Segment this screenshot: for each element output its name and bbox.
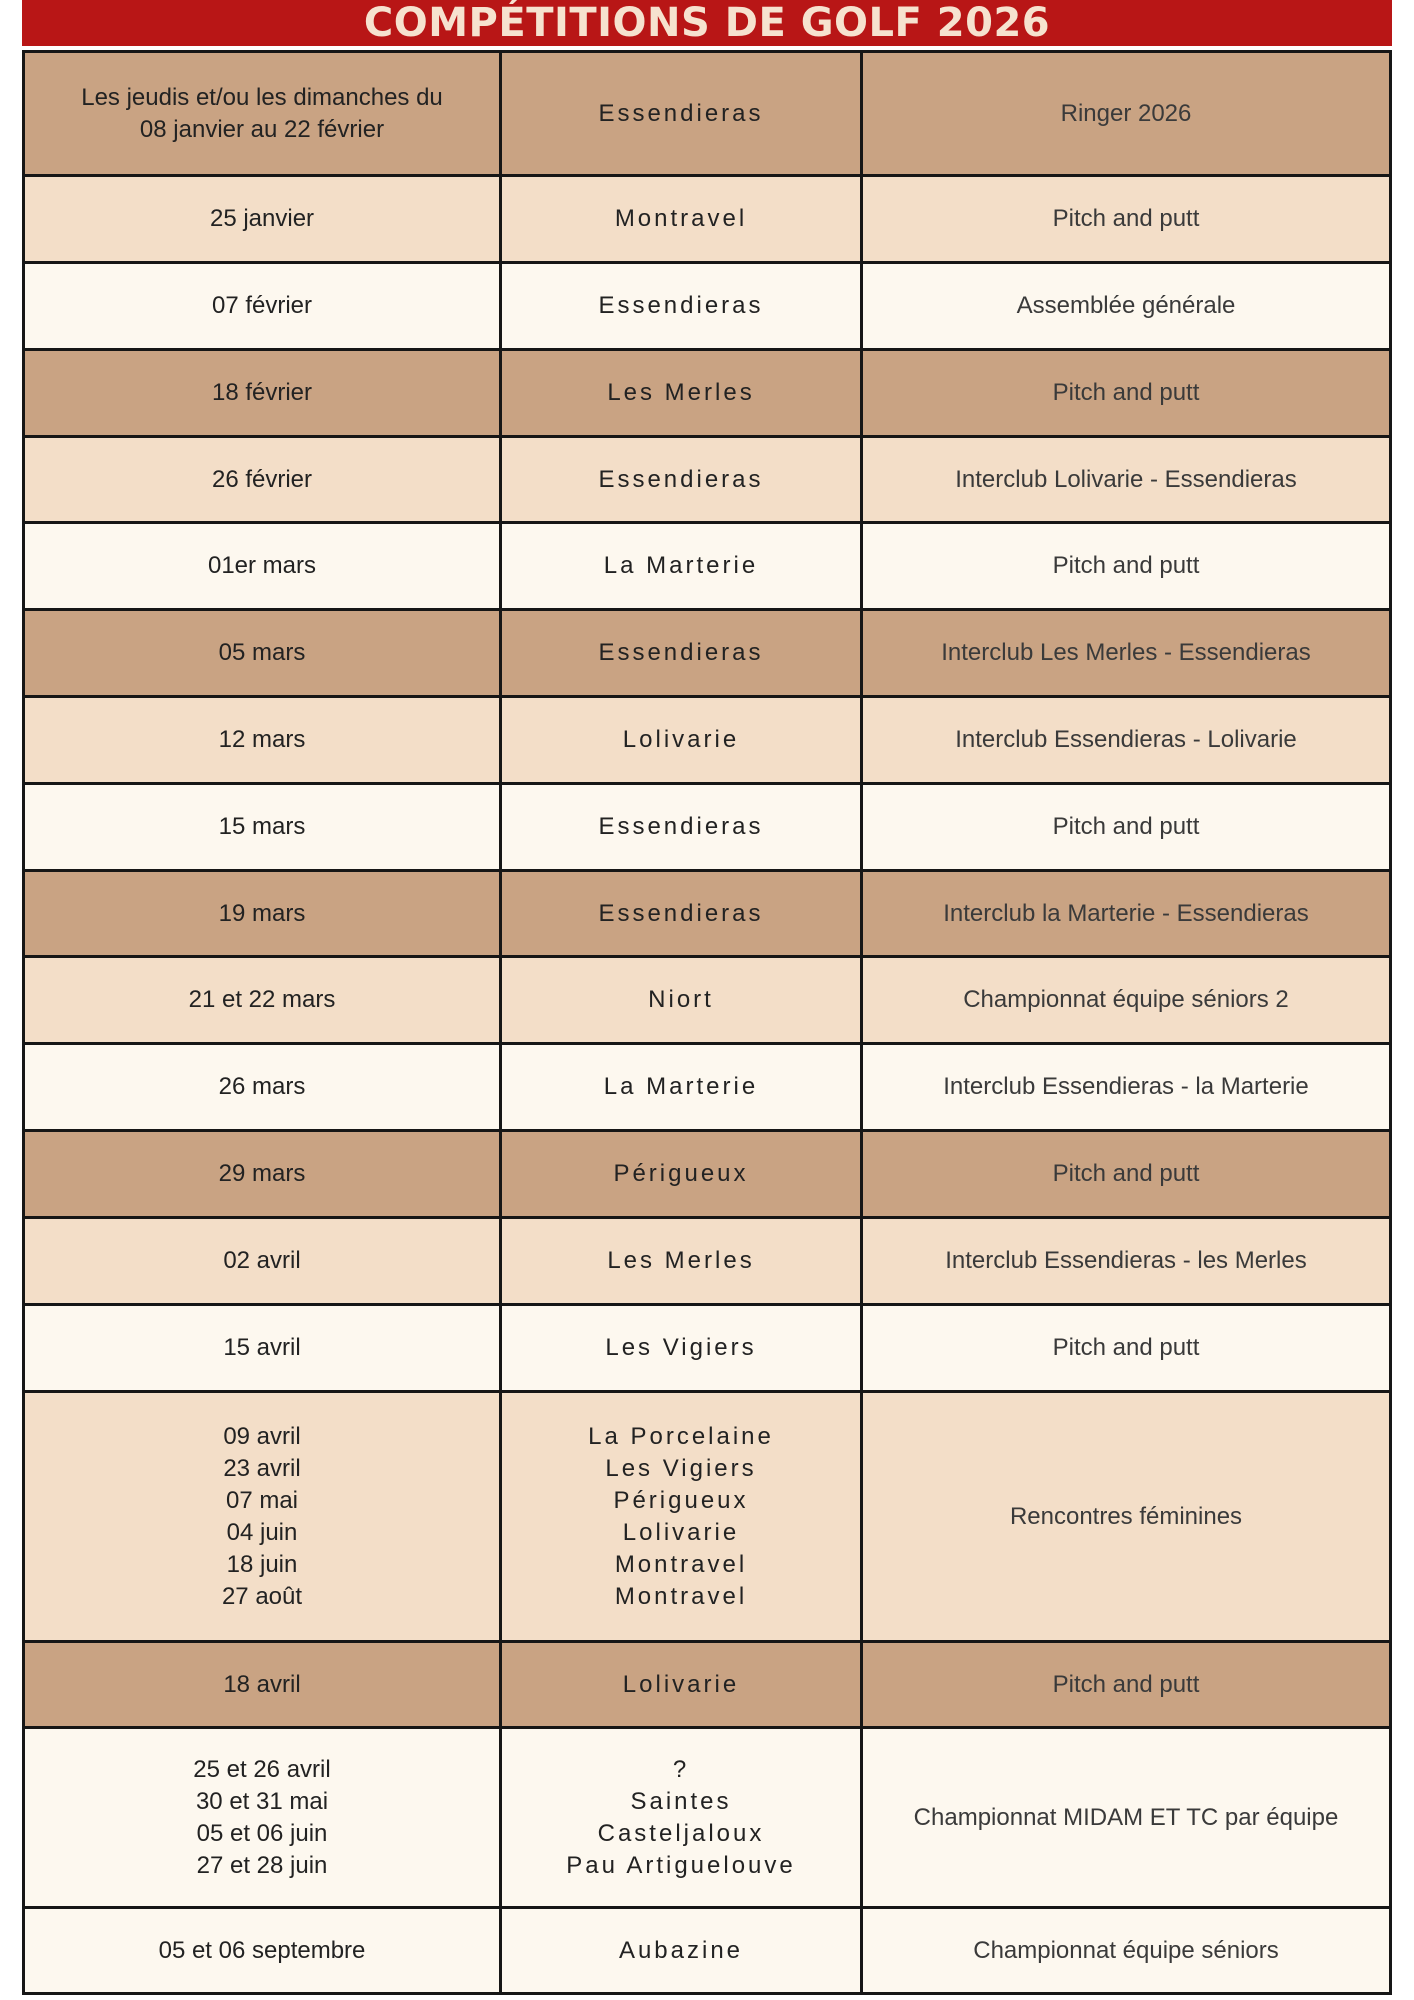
venue-cell [501,1642,862,1728]
table-row [24,176,1391,263]
date-cell [24,523,501,610]
venue-cell-line: Essendieras [598,292,764,319]
event-cell: Pitch and putt [862,1642,1391,1728]
table-row [24,1642,1391,1728]
table-row [24,1044,1391,1131]
date-cell-line: 23 avril [223,1454,301,1482]
event-cell: Assemblée générale [862,263,1391,350]
date-cell [24,1728,501,1908]
date-cell-line: 25 janvier [209,205,315,232]
date-cell-line: 08 janvier au 22 février [139,115,385,143]
date-cell-line: 18 février [211,379,313,406]
date-cell-line: 05 et 06 septembre [158,1936,366,1964]
table-row [24,784,1391,871]
date-cell-line: 15 avril [223,1334,301,1361]
date-cell-line: 26 mars [218,1073,306,1100]
venue-cell-line: Montravel [614,205,748,232]
venue-cell-line: Saintes [630,1787,732,1815]
date-cell [24,350,501,437]
date-cell-line: 30 et 31 mai [195,1787,329,1815]
table-row [24,1305,1391,1392]
event-cell: Ringer 2026 [862,52,1391,176]
date-cell-line: 12 mars [218,726,306,753]
date-cell-line: 15 mars [218,813,306,840]
table-row [24,871,1391,957]
table-row [24,350,1391,437]
venue-cell [501,523,862,610]
event-cell: Championnat MIDAM ET TC par équipe [862,1728,1391,1908]
venue-cell [501,697,862,784]
date-cell [24,697,501,784]
date-cell-line: Les jeudis et/ou les dimanches du [81,83,443,111]
venue-cell [501,1044,862,1131]
venue-cell-line: Montravel [614,1550,748,1578]
venue-cell-line: Essendieras [598,639,764,666]
table-row [24,957,1391,1044]
venue-cell-line: Lolivarie [622,726,740,753]
venue-cell-line: Périgueux [613,1486,749,1514]
date-cell-line: 05 mars [218,639,306,666]
date-cell-line: 01er mars [207,552,317,579]
venue-cell [501,1305,862,1392]
venue-cell-line: Les Vigiers [605,1454,757,1482]
venue-cell [501,1218,862,1305]
table-row [24,523,1391,610]
table-row [24,697,1391,784]
date-cell [24,1044,501,1131]
table-row [24,610,1391,697]
date-cell-line: 07 février [211,292,313,319]
venue-cell-line: Pau Artiguelouve [566,1851,796,1879]
event-cell: Championnat équipe séniors [862,1908,1391,1994]
date-cell [24,437,501,523]
venue-cell [501,1908,862,1994]
venue-cell [501,350,862,437]
venue-cell-line: Essendieras [598,813,764,840]
event-cell: Pitch and putt [862,350,1391,437]
date-cell-line: 29 mars [218,1160,306,1187]
venue-cell-line: Casteljaloux [597,1819,765,1847]
venue-cell-line: Essendieras [598,465,764,493]
date-cell-line: 19 mars [218,899,306,927]
event-cell: Interclub Essendieras - les Merles [862,1218,1391,1305]
table-row [24,1392,1391,1642]
date-cell [24,610,501,697]
venue-cell-line: La Marterie [603,552,759,579]
venue-cell [501,610,862,697]
venue-cell-line: Les Vigiers [605,1334,757,1361]
event-cell: Championnat équipe séniors 2 [862,957,1391,1044]
date-cell-line: 27 et 28 juin [196,1851,328,1879]
venue-cell-line: Niort [648,986,714,1013]
date-cell-line: 04 juin [226,1518,298,1546]
venue-cell [501,52,862,176]
table-row [24,1218,1391,1305]
event-cell: Interclub Les Merles - Essendieras [862,610,1391,697]
date-cell-line: 27 août [221,1582,303,1610]
table-row [24,1728,1391,1908]
venue-cell-line: Lolivarie [622,1518,740,1546]
venue-cell [501,784,862,871]
date-cell [24,1908,501,1994]
date-cell [24,52,501,176]
date-cell-line: 25 et 26 avril [193,1755,331,1783]
competition-schedule-table [22,50,1392,1995]
event-cell: Pitch and putt [862,1131,1391,1218]
event-cell: Interclub Lolivarie - Essendieras [862,437,1391,523]
venue-cell-line: Périgueux [613,1160,749,1187]
venue-cell [501,437,862,523]
date-cell [24,871,501,957]
date-cell-line: 02 avril [223,1247,301,1274]
venue-cell-line: La Marterie [603,1073,759,1100]
table-row [24,1131,1391,1218]
venue-cell-line: Aubazine [618,1936,744,1964]
table-row [24,52,1391,176]
event-cell: Interclub Essendieras - Lolivarie [862,697,1391,784]
venue-cell [501,957,862,1044]
date-cell-line: 09 avril [223,1422,301,1450]
date-cell [24,957,501,1044]
event-cell: Pitch and putt [862,1305,1391,1392]
date-cell [24,1218,501,1305]
date-cell-line: 18 avril [223,1670,301,1698]
venue-cell-line: Lolivarie [622,1670,740,1698]
date-cell [24,1392,501,1642]
event-cell: Rencontres féminines [862,1392,1391,1642]
date-cell [24,784,501,871]
event-cell: Pitch and putt [862,523,1391,610]
venue-cell-line: La Porcelaine [588,1422,774,1450]
date-cell-line: 18 juin [226,1550,298,1578]
venue-cell-line: Les Merles [607,1247,755,1274]
venue-cell [501,263,862,350]
venue-cell-line: Essendieras [598,99,764,127]
venue-cell [501,871,862,957]
event-cell: Interclub la Marterie - Essendieras [862,871,1391,957]
date-cell-line: 21 et 22 mars [188,986,336,1013]
table-row [24,263,1391,350]
date-cell-line: 05 et 06 juin [196,1819,328,1847]
date-cell-line: 07 mai [225,1486,299,1514]
event-cell: Interclub Essendieras - la Marterie [862,1044,1391,1131]
venue-cell-line: Les Merles [607,379,755,406]
venue-cell [501,1728,862,1908]
date-cell [24,1131,501,1218]
date-cell [24,263,501,350]
event-cell: Pitch and putt [862,176,1391,263]
venue-cell-line: Montravel [614,1582,748,1610]
table-row [24,437,1391,523]
event-cell: Pitch and putt [862,784,1391,871]
venue-cell-line: Essendieras [598,899,764,927]
venue-cell [501,176,862,263]
date-cell [24,1305,501,1392]
venue-cell-line: ? [672,1755,690,1783]
table-row [24,1908,1391,1994]
venue-cell [501,1392,862,1642]
date-cell [24,1642,501,1728]
date-cell [24,176,501,263]
page-title: COMPÉTITIONS DE GOLF 2026 [22,0,1392,46]
venue-cell [501,1131,862,1218]
date-cell-line: 26 février [211,465,313,493]
